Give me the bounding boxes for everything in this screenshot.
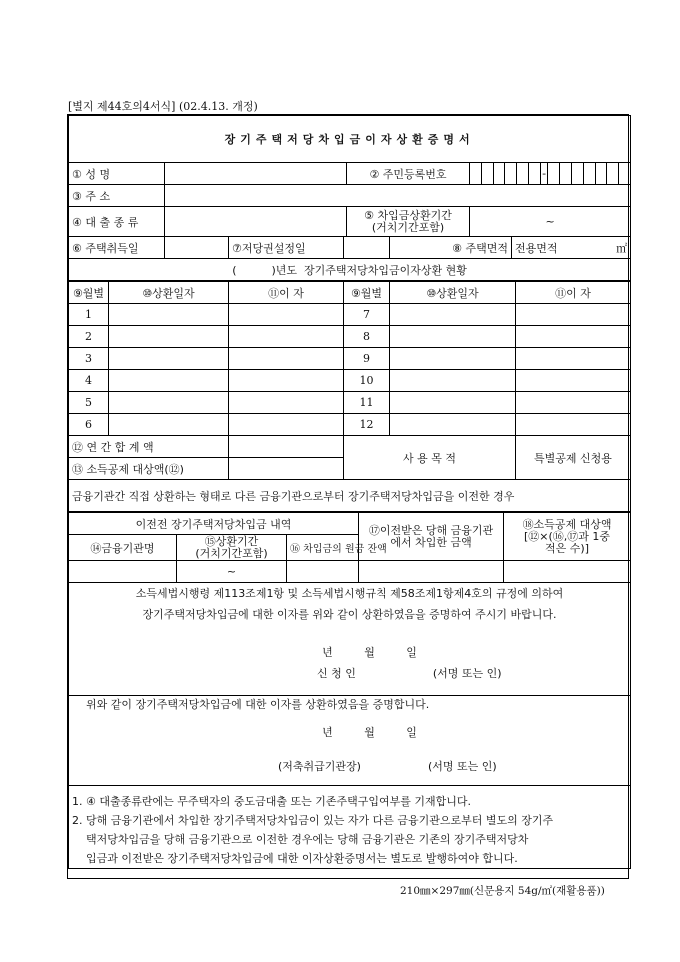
repay-date-cell[interactable] (390, 326, 516, 348)
deduction-amount-line2: [⑫×(⑯,⑰과 1중 (523, 529, 611, 543)
address-field[interactable] (165, 185, 631, 207)
interest-cell[interactable] (516, 326, 631, 348)
annual-total-field[interactable] (229, 436, 344, 458)
note-2b: 택저당차입금을 당해 금융기관으로 이전한 경우에는 당해 금융기관은 기존의 장기주택저당차 (86, 833, 529, 846)
month-cell: 5 (69, 392, 109, 414)
usage-purpose-label: 사 용 목 적 (344, 436, 516, 480)
interest-cell[interactable] (229, 392, 344, 414)
repay-date-cell[interactable] (109, 414, 229, 436)
prior-repay-period-label (177, 535, 287, 561)
repay-period-sub: (거치기간포함) (371, 220, 445, 234)
interest-cell[interactable] (516, 304, 631, 326)
month-cell: 2 (69, 326, 109, 348)
transfer-heading: 금융기관간 직접 상환하는 형태로 다른 금융기관으로부터 장기주택저당차입금을 이전한 경우 (69, 480, 631, 512)
month-cell: 7 (344, 304, 390, 326)
prior-repay-period-field[interactable]: ~ (177, 561, 287, 583)
declaration-line2: 장기주택저당차입금에 대한 이자를 위와 같이 상환하였음을 증명하여 주시기 바랍니다. (142, 608, 557, 621)
month-header-right: ⑨월별 (344, 282, 390, 304)
interest-header-left: ⑪이 자 (229, 282, 344, 304)
institution-field[interactable] (69, 561, 177, 583)
note-2c: 입금과 이전받은 장기주택저당차입금에 대한 이자상환증명서는 별도로 발행하여야 합니다. (86, 852, 518, 865)
form-number: [별지 제44호의4서식] (02.4.13. 개정) (68, 100, 258, 113)
interest-cell[interactable] (229, 326, 344, 348)
acquisition-date-field[interactable] (165, 237, 229, 259)
deduction-amount-label (504, 513, 631, 561)
month-cell: 3 (69, 348, 109, 370)
repay-date-cell[interactable] (390, 304, 516, 326)
interest-cell[interactable] (516, 370, 631, 392)
interest-cell[interactable] (229, 414, 344, 436)
applicant-label: 신 청 인 (317, 667, 356, 680)
repay-date-cell[interactable] (109, 370, 229, 392)
deduction-target-label: ⑬ 소득공제 대상액(⑫) (69, 458, 229, 480)
repay-date-cell[interactable] (109, 392, 229, 414)
notes-block (69, 786, 631, 869)
repay-date-cell[interactable] (390, 392, 516, 414)
interest-cell[interactable] (516, 348, 631, 370)
issuer-sign: (서명 또는 인) (427, 760, 497, 773)
interest-cell[interactable] (229, 370, 344, 392)
rrn-label: ② 주민등록번호 (347, 163, 470, 185)
repay-date-cell[interactable] (109, 326, 229, 348)
exclusive-area-label: 전용면적 (515, 241, 558, 255)
month-cell: 8 (344, 326, 390, 348)
institution-label: ⑭금융기관명 (69, 535, 177, 561)
rrn-field[interactable]: - (470, 163, 631, 185)
certification-line1: 위와 같이 장기주택저당차입금에 대한 이자를 상환하였음을 증명합니다. (86, 698, 430, 711)
borrowed-amount-line1: ⑰이전받은 당해 금융기관 (368, 523, 494, 537)
mortgage-date-label: ⑦저당권설정일 (229, 237, 344, 259)
paper-spec: 210㎜×297㎜(신문용지 54g/㎡(재활용품)) (400, 885, 605, 897)
certification-date: 년 월 일 (322, 726, 417, 739)
name-field[interactable] (165, 163, 347, 185)
issuer-label: (저축취급기관장) (278, 760, 361, 773)
interest-cell[interactable] (516, 392, 631, 414)
repay-period-title: ⑤ 차입금상환기간 (364, 208, 452, 222)
declaration-date: 년 월 일 (322, 646, 417, 659)
repay-period-field[interactable]: ~ (470, 207, 631, 237)
house-area-label: ⑧ 주택면적 (390, 237, 512, 259)
deduction-amount-field[interactable] (504, 561, 631, 583)
interest-cell[interactable] (229, 348, 344, 370)
note-2a: 2. 당해 금융기관에서 차입한 장기주택저당차입금이 있는 자가 다른 금융기관으로부터 별도의 장기주 (72, 814, 554, 827)
repay-date-cell[interactable] (109, 304, 229, 326)
repay-date-cell[interactable] (390, 348, 516, 370)
mortgage-date-field[interactable] (344, 237, 390, 259)
prior-loan-heading: 이전전 장기주택저당차입금 내역 (69, 513, 359, 535)
status-heading: ( )년도 장기주택저당차입금이자상환 현황 (69, 259, 631, 281)
note-1: 1. ④ 대출종류란에는 무주택자의 중도금대출 또는 기존주택구입여부를 기재합니다. (72, 795, 471, 808)
loan-type-field[interactable] (165, 207, 347, 237)
repay-period-label (347, 207, 470, 237)
interest-header-right: ⑪이 자 (516, 282, 631, 304)
prior-repay-period-sub: (거치기간포함) (195, 546, 268, 560)
month-cell: 9 (344, 348, 390, 370)
principal-balance-field[interactable] (287, 561, 359, 583)
annual-total-label: ⑫ 연 간 합 계 액 (69, 436, 229, 458)
prior-repay-period-title: ⑮상환기간 (204, 534, 259, 548)
repay-date-cell[interactable] (390, 414, 516, 436)
month-cell: 1 (69, 304, 109, 326)
exclusive-area-field[interactable] (512, 237, 631, 259)
certificate-form (67, 114, 629, 879)
deduction-amount-line3: 적은 수)] (545, 541, 589, 555)
borrowed-amount-field[interactable] (359, 561, 504, 583)
declaration-block (69, 583, 631, 696)
month-cell: 12 (344, 414, 390, 436)
area-unit: ㎡ (616, 241, 628, 255)
address-label: ③ 주 소 (69, 185, 165, 207)
acquisition-date-label: ⑥ 주택취득일 (69, 237, 165, 259)
repay-date-header-right: ⑩상환일자 (390, 282, 516, 304)
month-cell: 4 (69, 370, 109, 392)
loan-type-label: ④ 대 출 종 류 (69, 207, 165, 237)
special-deduction-label: 특별공제 신청용 (516, 436, 631, 480)
principal-balance-label: ⑯ 차입금의 원금 잔액 (287, 535, 359, 561)
deduction-amount-line1: ⑱소득공제 대상액 (522, 517, 612, 531)
declaration-line1: 소득세법시행령 제113조제1항 및 소득세법시행규칙 제58조제1항제4호의 규정에 의하여 (135, 587, 564, 600)
name-label: ① 성 명 (69, 163, 165, 185)
borrowed-amount-line2: 에서 차입한 금액 (390, 535, 472, 549)
month-header-left: ⑨월별 (69, 282, 109, 304)
applicant-sign: (서명 또는 인) (432, 667, 502, 680)
deduction-target-field[interactable] (229, 458, 344, 480)
month-cell: 6 (69, 414, 109, 436)
month-cell: 11 (344, 392, 390, 414)
repay-date-cell[interactable] (390, 370, 516, 392)
form-title: 장기주택저당차입금이자상환증명서 (69, 116, 631, 163)
month-cell: 10 (344, 370, 390, 392)
interest-cell[interactable] (229, 304, 344, 326)
repay-date-cell[interactable] (109, 348, 229, 370)
repay-date-header-left: ⑩상환일자 (109, 282, 229, 304)
certification-block (69, 696, 631, 786)
interest-cell[interactable] (516, 414, 631, 436)
